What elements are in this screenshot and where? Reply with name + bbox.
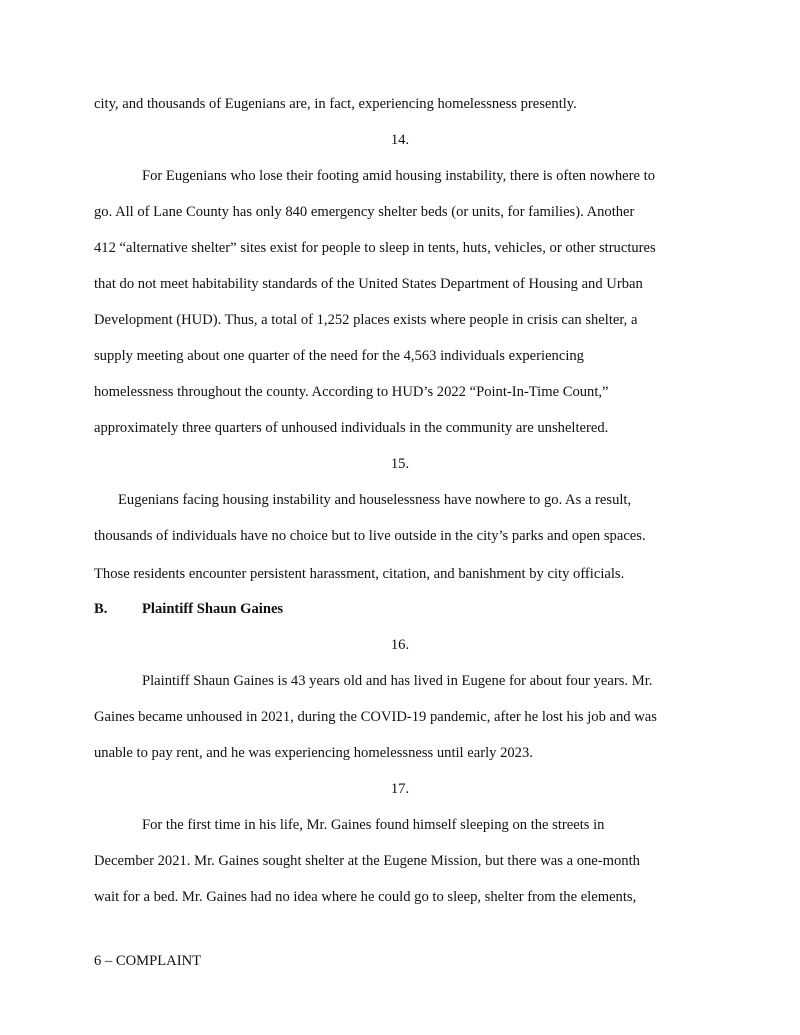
paragraph-number: 15. (390, 456, 410, 472)
text-line: Gaines became unhoused in 2021, during the COVID-19 pandemic, after he lost his job and was (94, 709, 657, 725)
text-line: that do not meet habitability standards of the United States Department of Housing and Urban (94, 276, 643, 292)
text-line: For Eugenians who lose their footing amid housing instability, there is often nowhere to (142, 168, 655, 184)
text-line: wait for a bed. Mr. Gaines had no idea where he could go to sleep, shelter from the elements, (94, 889, 637, 905)
text-line: approximately three quarters of unhoused individuals in the community are unsheltered. (94, 420, 609, 436)
text-line: thousands of individuals have no choice but to live outside in the city’s parks and open spaces. (94, 528, 646, 544)
section-heading-letter: B. (94, 601, 108, 617)
text-line: For the first time in his life, Mr. Gaines found himself sleeping on the streets in (142, 817, 605, 833)
text-line: December 2021. Mr. Gaines sought shelter at the Eugene Mission, but there was a one-month (94, 853, 640, 869)
paragraph-number: 17. (390, 781, 410, 797)
section-heading-title: Plaintiff Shaun Gaines (142, 601, 284, 617)
text-line: unable to pay rent, and he was experiencing homelessness until early 2023. (94, 745, 533, 761)
paragraph-number: 16. (390, 637, 410, 653)
text-line: homelessness throughout the county. According to HUD’s 2022 “Point-In-Time Count,” (94, 384, 609, 400)
paragraph-number: 14. (390, 132, 410, 148)
text-line: supply meeting about one quarter of the need for the 4,563 individuals experiencing (94, 348, 584, 364)
text-line: 412 “alternative shelter” sites exist for people to sleep in tents, huts, vehicles, or other structures (94, 240, 656, 256)
text-line: Those residents encounter persistent harassment, citation, and banishment by city officials. (94, 566, 625, 582)
text-line: go. All of Lane County has only 840 emergency shelter beds (or units, for families). Another (94, 204, 635, 220)
text-line: Development (HUD). Thus, a total of 1,252 places exists where people in crisis can shelter, a (94, 312, 638, 328)
text-line: Plaintiff Shaun Gaines is 43 years old and has lived in Eugene for about four years. Mr. (142, 673, 653, 689)
section-heading (94, 600, 283, 618)
page-footer: 6 – COMPLAINT (94, 953, 202, 969)
text-line: city, and thousands of Eugenians are, in fact, experiencing homelessness presently. (94, 96, 577, 112)
text-line: Eugenians facing housing instability and houselessness have nowhere to go. As a result, (118, 492, 632, 508)
